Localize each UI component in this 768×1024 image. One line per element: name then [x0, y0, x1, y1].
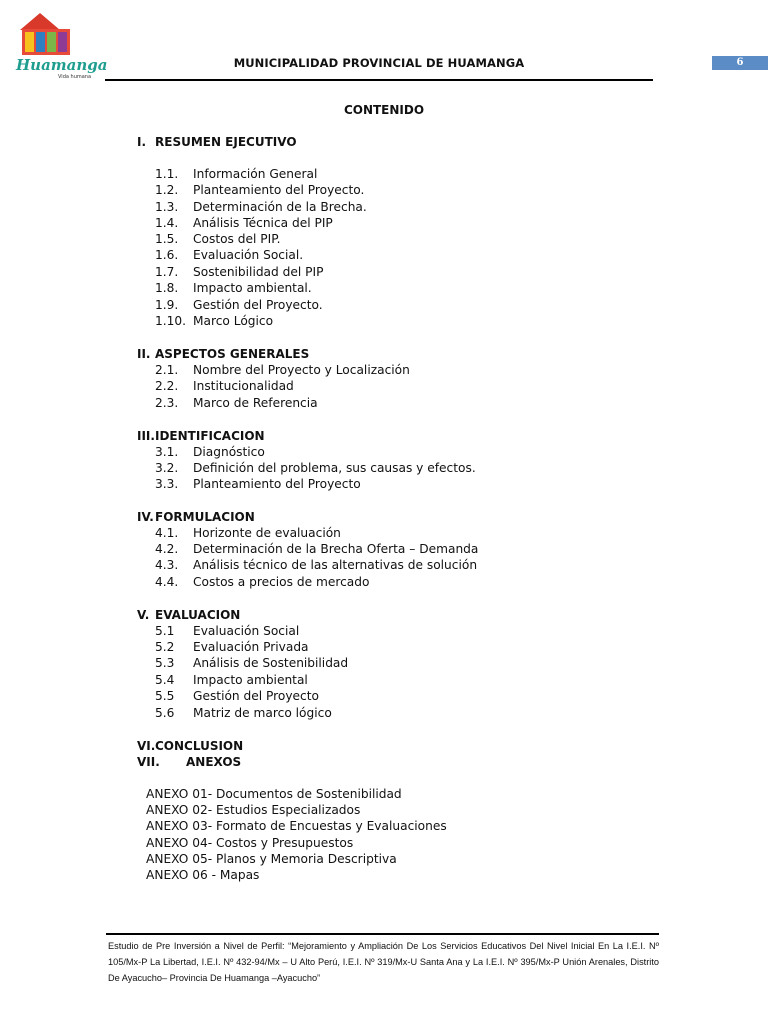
item-title: Impacto ambiental	[193, 673, 308, 687]
item-number: 1.4.	[155, 216, 179, 230]
section-number: VI.	[137, 739, 156, 753]
item-title: Análisis Técnica del PIP	[193, 216, 333, 230]
item-number: 5.2	[155, 640, 175, 654]
item-title: Análisis de Sostenibilidad	[193, 656, 349, 670]
item-number: 1.10.	[155, 314, 187, 328]
item-title: Matriz de marco lógico	[193, 706, 332, 720]
item-number: 5.6	[155, 706, 175, 720]
footer-rule	[106, 933, 659, 935]
item-title: Análisis técnico de las alternativas de solución	[193, 558, 478, 572]
item-number: 1.5.	[155, 232, 179, 246]
item-title: Gestión del Proyecto	[193, 689, 319, 703]
item-title: Diagnóstico	[193, 445, 265, 459]
section-title: ANEXOS	[186, 755, 242, 769]
item-title: Gestión del Proyecto.	[193, 298, 323, 312]
section-number: IV.	[137, 510, 154, 524]
item-title: Determinación de la Brecha Oferta – Demanda	[193, 542, 479, 556]
item-number: 3.3.	[155, 477, 179, 491]
item-title: Definición del problema, sus causas y efectos.	[193, 461, 476, 475]
item-title: Horizonte de evaluación	[193, 526, 341, 540]
annex-item: ANEXO 04- Costos y Presupuestos	[146, 836, 354, 850]
item-number: 4.2.	[155, 542, 179, 556]
item-number: 4.1.	[155, 526, 179, 540]
section-title: RESUMEN EJECUTIVO	[155, 135, 297, 149]
item-number: 2.2.	[155, 379, 179, 393]
item-title: Planteamiento del Proyecto.	[193, 183, 365, 197]
item-number: 4.3.	[155, 558, 179, 572]
section-title: IDENTIFICACION	[155, 429, 265, 443]
section-title: ASPECTOS GENERALES	[155, 347, 310, 361]
section-number: VII.	[137, 755, 160, 769]
section-number: I.	[137, 135, 147, 149]
section-number: III.	[137, 429, 155, 443]
annex-item: ANEXO 03- Formato de Encuestas y Evaluaciones	[146, 819, 447, 833]
item-number: 1.3.	[155, 200, 179, 214]
toc-heading: CONTENIDO	[343, 103, 425, 117]
item-number: 1.2.	[155, 183, 179, 197]
annex-item: ANEXO 01- Documentos de Sostenibilidad	[146, 787, 402, 801]
item-number: 1.7.	[155, 265, 179, 279]
item-number: 1.6.	[155, 248, 179, 262]
item-title: Institucionalidad	[193, 379, 294, 393]
logo-wordmark: Huamanga	[16, 56, 108, 74]
section-title: EVALUACION	[155, 608, 241, 622]
section-title: FORMULACION	[155, 510, 255, 524]
item-title: Planteamiento del Proyecto	[193, 477, 361, 491]
section-number: II.	[137, 347, 151, 361]
item-title: Sostenibilidad del PIP	[193, 265, 324, 279]
item-title: Impacto ambiental.	[193, 281, 312, 295]
item-number: 5.1	[155, 624, 175, 638]
annex-item: ANEXO 05- Planos y Memoria Descriptiva	[146, 852, 397, 866]
page-number-badge: 6	[712, 56, 768, 70]
header-title: MUNICIPALIDAD PROVINCIAL DE HUAMANGA	[233, 56, 525, 70]
item-number: 5.5	[155, 689, 175, 703]
item-number: 5.4	[155, 673, 175, 687]
item-number: 5.3	[155, 656, 175, 670]
item-number: 2.1.	[155, 363, 179, 377]
item-number: 1.9.	[155, 298, 179, 312]
item-title: Marco de Referencia	[193, 396, 318, 410]
item-number: 4.4.	[155, 575, 179, 589]
item-number: 3.2.	[155, 461, 179, 475]
section-number: V.	[137, 608, 150, 622]
item-number: 2.3.	[155, 396, 179, 410]
footer-text: Estudio de Pre Inversión a Nivel de Perfil: “Mejoramiento y Ampliación De Los Servicios Educativos Del Nivel Inicial En La I.E.I. Nº 105/Mx-P La Libertad, I.E.I. Nº 432-94/Mx – U Alto Perú, I.E.I. Nº 319/Mx-U Santa Ana y La I.E.I. Nº 395/Mx-P Unión Arenales, Distrito De Ayacucho– Provincia De Huamanga –Ayacucho”	[108, 941, 659, 983]
item-title: Costos a precios de mercado	[193, 575, 370, 589]
item-title: Costos del PIP.	[193, 232, 281, 246]
item-title: Evaluación Social.	[193, 248, 304, 262]
annex-item: ANEXO 06 - Mapas	[146, 868, 260, 882]
item-number: 1.1.	[155, 167, 179, 181]
section-title: CONCLUSION	[155, 739, 244, 753]
logo-tagline: Vida humana	[58, 74, 92, 80]
item-number: 1.8.	[155, 281, 179, 295]
item-title: Información General	[193, 167, 318, 181]
item-title: Marco Lógico	[193, 314, 274, 328]
item-title: Nombre del Proyecto y Localización	[193, 363, 410, 377]
annex-item: ANEXO 02- Estudios Especializados	[146, 803, 361, 817]
item-title: Evaluación Social	[193, 624, 300, 638]
item-title: Determinación de la Brecha.	[193, 200, 367, 214]
item-number: 3.1.	[155, 445, 179, 459]
item-title: Evaluación Privada	[193, 640, 309, 654]
